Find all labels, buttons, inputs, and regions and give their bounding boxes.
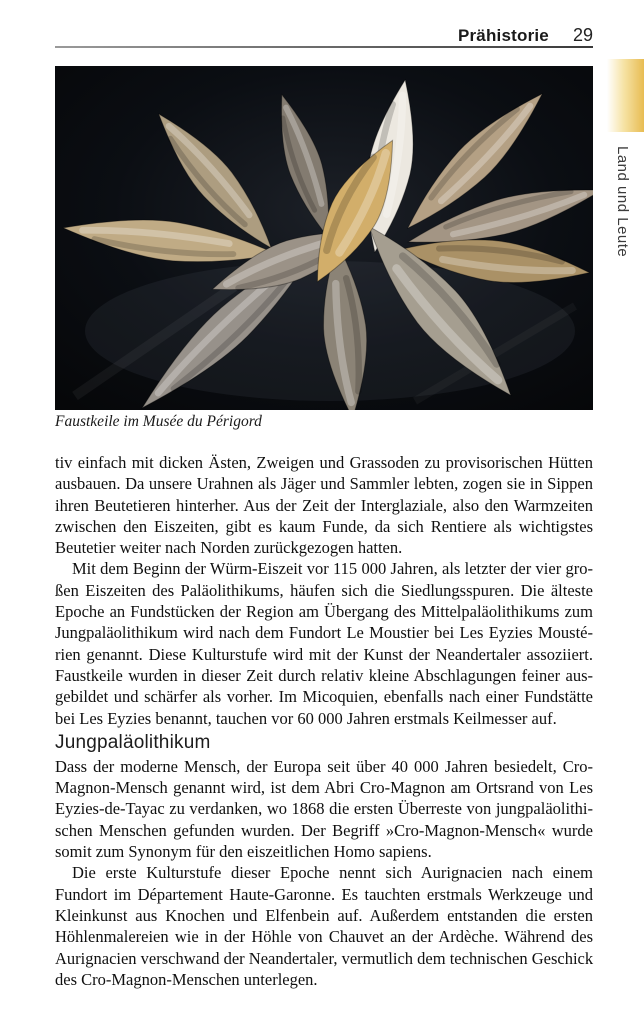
text-line: Kleinkunst aus Knochen und Elfenbein auf. Außerdem entstanden die ersten [55, 905, 593, 925]
text-line: tiv einfach mit dicken Ästen, Zweigen und Grassoden zu provisorischen Hütten [55, 453, 593, 472]
text-line: Dass der moderne Mensch, der Europa seit über 40 000 Jahren besiedelt, Cro- [55, 756, 593, 776]
text-line: Magnon-Mensch genannt wird, ist dem Abri Cro-Magnon am Ortsrand von Les [55, 778, 593, 798]
header-rule [55, 46, 593, 48]
text-line: Eyzies-de-Tayac zu verdanken, wo 1868 die ersten Überreste von jungpaläolithi- [55, 799, 593, 819]
body-paragraph [55, 756, 593, 862]
text-line: des Cro-Magnon-Menschen unterlegen. [55, 969, 318, 989]
text-line: somit zum Synonym für den eiszeitlichen Homo sapiens. [55, 842, 432, 862]
faustkeile-photo-svg [55, 66, 593, 410]
text-line: Jungpaläolithikum wird nach dem Fundort Le Moustier bei Les Eyzies Mousté- [55, 623, 593, 643]
text-line: Aurignacien verschwand der Neandertaler, vermutlich dem technischen Geschick [55, 948, 594, 968]
text-line: bei Les Eyzies benannt, tauchen vor 60 000 Jahren erstmals Keilmesser auf. [55, 708, 557, 728]
figure-faustkeile [55, 66, 593, 410]
text-line: Höhlenmalereien wie in der Höhle von Chauvet an der Ardèche. Während des [55, 927, 593, 947]
text-line: Die erste Kulturstufe dieser Epoche nennt sich Aurignacien nach einem [72, 863, 593, 883]
page-number: 29 [572, 25, 593, 45]
body-paragraph [55, 862, 593, 990]
page-header [55, 25, 593, 46]
section-title: Prähistorie [457, 26, 549, 45]
side-tab-label: Land und Leute [614, 146, 631, 258]
text-line: Beutetier weiter nach Norden zurückgezogen hatten. [55, 538, 403, 558]
body-paragraph [55, 558, 593, 728]
text-line: ausbauen. Da unsere Urahnen als Jäger und Sammler lebten, zogen sie in Sippen [55, 474, 593, 494]
text-line: Faustkeile wurden in dieser Zeit durch relativ kleine Abschlagungen feiner aus- [55, 665, 593, 685]
figure-caption: Faustkeile im Musée du Périgord [55, 413, 262, 430]
side-tab [607, 59, 644, 132]
article [55, 452, 593, 990]
text-line: gebildet und schärfer als vorher. Im Micoquien, ebenfalls nach einer Fundstätte [55, 687, 593, 707]
text-line: Epoche an Fundstücken der Region am Übergang des Mittelpaläolithikums zum [55, 602, 593, 622]
text-line: schen Menschen gefunden wurden. Der Begriff »Cro-Magnon-Mensch« wurde [55, 820, 593, 840]
body-paragraph [55, 452, 593, 558]
text-line: rien genannt. Diese Kulturstufe wird mit der Kunst der Neandertaler assoziiert. [55, 644, 593, 664]
text-line: Mit dem Beginn der Würm-Eiszeit vor 115 000 Jahren, als letzter der vier gro- [72, 559, 593, 579]
text-line: ßen Eiszeiten des Paläolithikums, häufen sich die Siedlungsspuren. Die älteste [55, 580, 593, 600]
section-heading: Jungpaläolithikum [55, 731, 211, 753]
text-line: Fundort im Département Haute-Garonne. Es tauchten erstmals Werkzeuge und [55, 884, 593, 904]
text-line: ihren Beutetieren hinterher. Aus der Zeit der Interglaziale, also den Warmzeiten [55, 495, 593, 515]
text-line: zwischen den Eiszeiten, gibt es kaum Funde, da sich Rentiere als wichtigstes [55, 516, 593, 536]
